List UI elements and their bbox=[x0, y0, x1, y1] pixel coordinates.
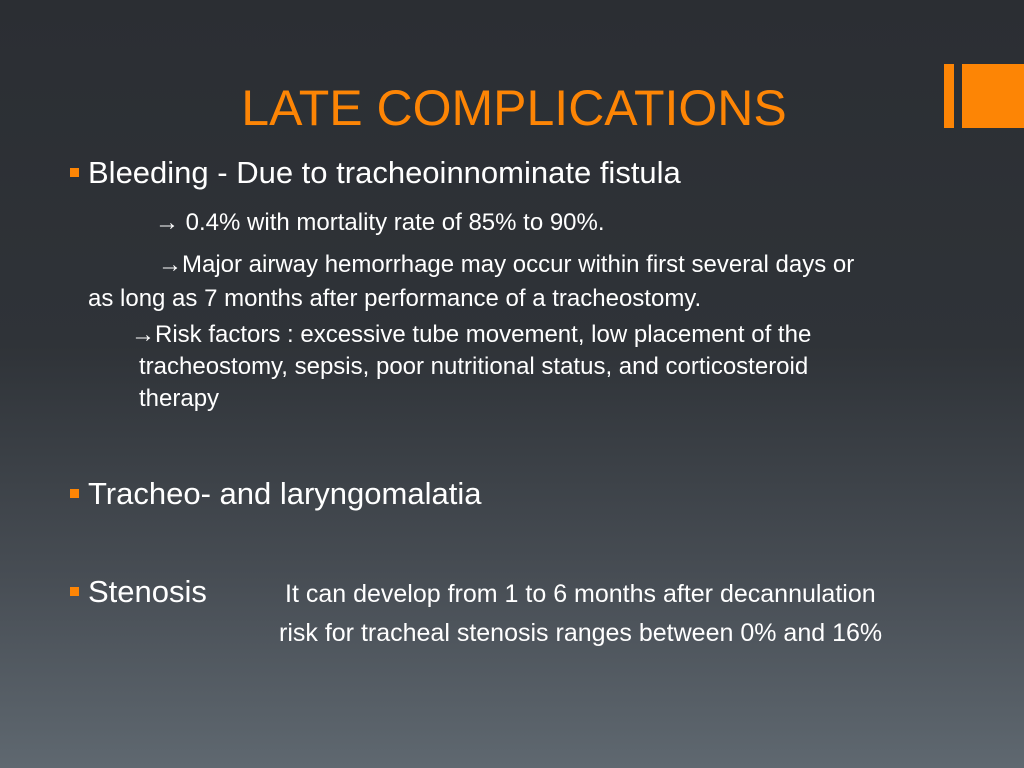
tracheo-heading: Tracheo- and laryngomalatia bbox=[88, 476, 482, 511]
bleeding-heading: Bleeding - Due to tracheoinnominate fistula bbox=[88, 155, 681, 190]
bullet-bleeding bbox=[70, 168, 79, 177]
stenosis-detail-2: risk for tracheal stenosis ranges between 0% and 16% bbox=[279, 619, 883, 647]
bleeding-line-hemorrhage-1: →Major airway hemorrhage may occur within first several days or bbox=[158, 251, 855, 278]
bullet-tracheo bbox=[70, 489, 79, 498]
slide-title: LATE COMPLICATIONS bbox=[241, 80, 787, 136]
bleeding-line-risk-3: therapy bbox=[139, 385, 220, 412]
stenosis-detail-1: It can develop from 1 to 6 months after decannulation bbox=[285, 580, 876, 608]
bleeding-line-hemorrhage-2: as long as 7 months after performance of a tracheostomy. bbox=[88, 285, 702, 312]
stenosis-heading: Stenosis bbox=[88, 574, 207, 609]
bleeding-line-risk-2: tracheostomy, sepsis, poor nutritional status, and corticosteroid bbox=[139, 353, 809, 380]
bleeding-line-mortality: → 0.4% with mortality rate of 85% to 90%. bbox=[155, 209, 605, 236]
bullet-stenosis bbox=[70, 587, 79, 596]
bleeding-line-risk-1: →Risk factors : excessive tube movement, low placement of the bbox=[131, 321, 812, 348]
